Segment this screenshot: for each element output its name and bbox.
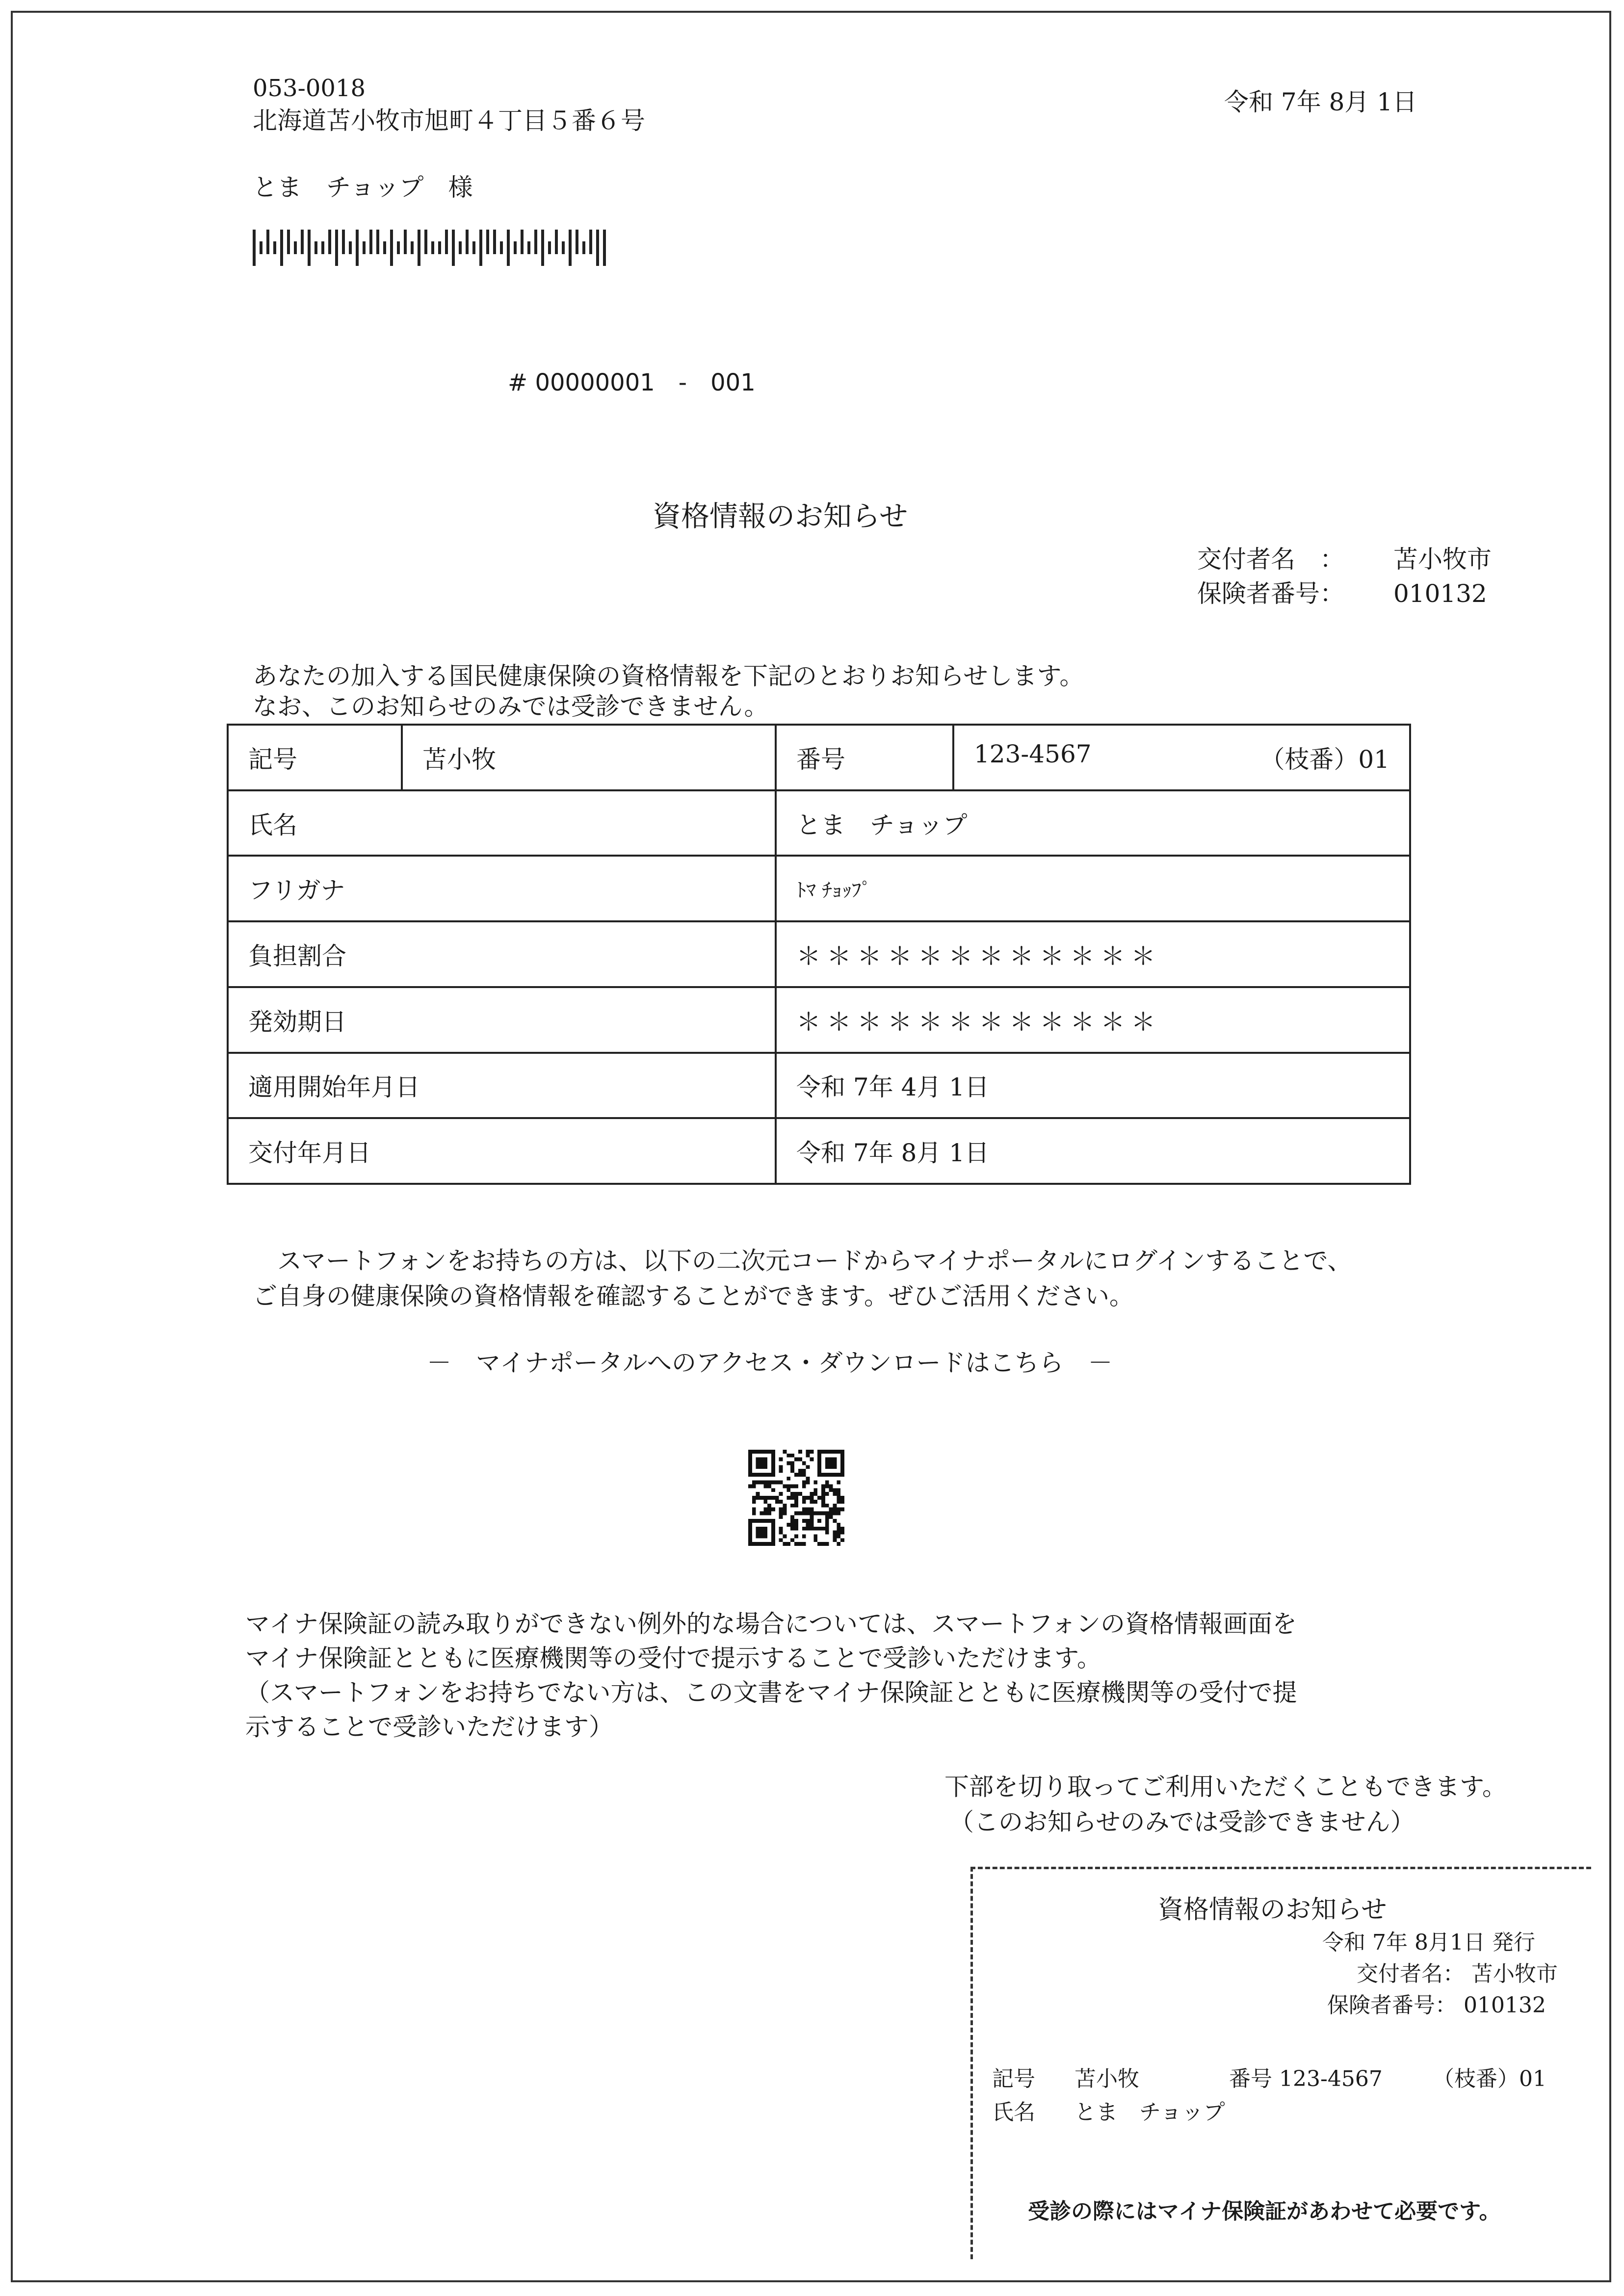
qr-module [752, 1496, 756, 1500]
table-row [228, 725, 1410, 790]
issuer-label: 交付者名 ： [1197, 545, 1344, 574]
qr-module [790, 1461, 794, 1465]
qr-module [779, 1500, 783, 1504]
qr-module [767, 1496, 771, 1500]
qualification-table [227, 724, 1411, 1185]
qr-module [786, 1542, 790, 1546]
portal-heading: － マイナポータルへのアクセス・ダウンロードはこちら － [427, 1349, 1113, 1377]
barcode-bar [356, 230, 359, 266]
qr-module [833, 1504, 837, 1508]
qr-module [825, 1542, 829, 1546]
barcode-bar [301, 230, 304, 254]
barcode-bar [390, 230, 393, 266]
table-row [228, 1118, 1410, 1184]
qr-module [756, 1496, 760, 1500]
qr-module [837, 1542, 840, 1546]
qr-module [837, 1492, 840, 1496]
qr-module [817, 1496, 821, 1500]
qr-module [794, 1542, 798, 1546]
qr-module [752, 1500, 756, 1504]
qr-module [763, 1481, 767, 1485]
qr-module [794, 1534, 798, 1538]
qr-module [829, 1485, 833, 1488]
qr-module [783, 1508, 787, 1512]
qr-module [798, 1473, 802, 1477]
qr-module [833, 1492, 837, 1496]
qr-module [806, 1481, 810, 1485]
qr-module [825, 1458, 837, 1469]
qr-module [813, 1492, 817, 1496]
qr-module [779, 1538, 783, 1542]
qr-module [821, 1504, 825, 1508]
qr-module [802, 1511, 806, 1515]
smartphone-note-line-2: ご自身の健康保険の資格情報を確認することができます。ぜひご活用ください。 [253, 1282, 1134, 1310]
barcode-bar [548, 241, 551, 254]
qr-module [786, 1477, 790, 1481]
barcode-bar [260, 241, 262, 254]
qr-module [810, 1496, 813, 1500]
qr-module [752, 1511, 756, 1515]
qr-module [802, 1527, 806, 1531]
barcode-bar [397, 241, 400, 254]
issue-date: 令和 7年 8月 1日 [1224, 88, 1417, 116]
qr-module [779, 1469, 783, 1473]
qr-module [786, 1496, 790, 1500]
qr-module [806, 1477, 810, 1481]
qr-module [825, 1504, 829, 1508]
qr-module [837, 1488, 840, 1492]
barcode-bar [603, 230, 606, 266]
qr-module [760, 1511, 764, 1515]
insurer-label: 保険者番号： [1197, 579, 1344, 608]
exception-note-line-3: （スマートフォンをお持ちでない方は、この文書をマイナ保険証とともに医療機関等の受付で提 [245, 1678, 1297, 1707]
qr-module [798, 1469, 802, 1473]
qr-module [837, 1500, 840, 1504]
qr-module [837, 1496, 840, 1500]
qr-module [825, 1531, 829, 1535]
barcode-bar [445, 230, 448, 254]
serial-number: # 00000001 - 001 [508, 369, 756, 396]
qr-module [802, 1461, 806, 1465]
qr-module [790, 1454, 794, 1458]
qr-module [752, 1485, 756, 1488]
qr-module [790, 1492, 794, 1496]
qr-module [752, 1508, 756, 1512]
barcode-bar [369, 230, 372, 254]
coupon-issued: 令和 7年 8月1日 発行 [1322, 1930, 1535, 1955]
qr-module [783, 1542, 787, 1546]
exception-note-line-1: マイナ保険証の読み取りができない例外的な場合については、スマートフォンの資格情報画面を [245, 1610, 1297, 1638]
postal-barcode [253, 230, 606, 266]
qr-module [833, 1519, 837, 1523]
qr-module [837, 1534, 840, 1538]
qr-module [840, 1508, 844, 1512]
barcode-bar [452, 230, 455, 266]
qr-module [837, 1511, 840, 1515]
qr-module [833, 1508, 837, 1512]
exception-note-line-4: 示することで受診いただけます） [245, 1713, 613, 1741]
coupon-title: 資格情報のお知らせ [1158, 1895, 1387, 1925]
qr-module [790, 1538, 794, 1542]
coupon-bango: 番号 123-4567 [1229, 2066, 1383, 2091]
row-value: ＊＊＊＊＊＊＊＊＊＊＊＊ [776, 921, 1410, 987]
barcode-bar [424, 230, 427, 254]
qr-module [783, 1485, 787, 1488]
qr-module [810, 1508, 813, 1512]
qr-module [833, 1531, 837, 1535]
qr-module [771, 1481, 775, 1485]
qr-module [779, 1481, 783, 1485]
row-value: 令和 7年 8月 1日 [776, 1118, 1410, 1184]
issuer-value: 苫小牧市 [1393, 545, 1492, 574]
table-row [228, 856, 1410, 921]
qr-module [829, 1508, 833, 1512]
qr-module [794, 1473, 798, 1477]
qr-module [794, 1485, 798, 1488]
qr-module [790, 1504, 794, 1508]
qr-module [794, 1527, 798, 1531]
qr-module [790, 1465, 794, 1469]
qr-module [794, 1500, 798, 1504]
table-row [228, 921, 1410, 987]
barcode-bar [404, 230, 407, 254]
bango-value: 123-4567 [974, 739, 1092, 768]
barcode-bar [411, 241, 414, 254]
qr-module [798, 1450, 802, 1454]
qr-module [790, 1485, 794, 1488]
qr-module [833, 1534, 837, 1538]
qr-module [775, 1500, 779, 1504]
row-value: とま チョップ [776, 790, 1410, 856]
qr-module [821, 1488, 825, 1492]
cutout-note-line-2: （このお知らせのみでは受診できません） [949, 1808, 1415, 1836]
table-row [228, 987, 1410, 1053]
kigo-value: 苫小牧 [402, 725, 776, 790]
barcode-bar [555, 230, 558, 254]
row-value: ＊＊＊＊＊＊＊＊＊＊＊＊ [776, 987, 1410, 1053]
barcode-bar [472, 241, 475, 254]
table-row [228, 790, 1410, 856]
qr-module [756, 1492, 760, 1496]
qr-module [829, 1511, 833, 1515]
intro-line-2: なお、このお知らせのみでは受診できません。 [253, 692, 769, 721]
barcode-bar [527, 241, 530, 254]
barcode-bar [328, 230, 331, 254]
bango-cell [953, 725, 1410, 790]
qr-module [802, 1485, 806, 1488]
coupon-kigo-value: 苫小牧 [1074, 2066, 1139, 2091]
barcode-bar [363, 241, 366, 254]
qr-module [783, 1450, 787, 1454]
qr-module [794, 1496, 798, 1500]
recipient-address: 北海道苫小牧市旭町４丁目５番６号 [253, 106, 645, 135]
barcode-bar [253, 230, 256, 266]
qr-module [821, 1496, 825, 1500]
qr-module [813, 1481, 817, 1485]
qr-module [802, 1469, 806, 1473]
qr-module [833, 1538, 837, 1542]
qr-module [763, 1508, 767, 1512]
qr-module [837, 1508, 840, 1512]
qr-module [802, 1534, 806, 1538]
barcode-bar [294, 241, 297, 254]
qr-module [837, 1481, 840, 1485]
qr-module [802, 1508, 806, 1512]
qr-module [794, 1511, 798, 1515]
qr-module [775, 1481, 779, 1485]
qr-module [767, 1504, 771, 1508]
qr-module [840, 1531, 844, 1535]
qr-module [786, 1485, 790, 1488]
barcode-bar [493, 230, 496, 254]
qr-module [767, 1481, 771, 1485]
row-label: 交付年月日 [228, 1118, 776, 1184]
row-label: 氏名 [228, 790, 776, 856]
qr-module [806, 1454, 810, 1458]
barcode-bar [562, 241, 565, 254]
qr-module [813, 1538, 817, 1542]
barcode-bar [418, 230, 420, 266]
qr-module [825, 1481, 829, 1485]
coupon-issuer: 交付者名： 苫小牧市 [1357, 1961, 1558, 1986]
row-label: 発効期日 [228, 987, 776, 1053]
barcode-bar [349, 241, 352, 254]
barcode-bar [308, 230, 311, 266]
row-value: ﾄﾏ ﾁｮｯﾌﾟ [776, 856, 1410, 921]
qr-module [840, 1527, 844, 1531]
barcode-bar [438, 241, 441, 254]
row-value: 令和 7年 4月 1日 [776, 1053, 1410, 1119]
barcode-bar [431, 241, 434, 254]
barcode-bar [321, 241, 324, 254]
qr-module [802, 1496, 806, 1500]
recipient-name: とま チョップ 様 [253, 173, 473, 202]
qr-module [763, 1500, 767, 1504]
barcode-bar [589, 230, 592, 254]
qr-module [756, 1458, 768, 1469]
qr-module [779, 1527, 783, 1531]
qr-module [779, 1508, 783, 1512]
barcode-bar [376, 230, 379, 254]
barcode-bar [534, 230, 537, 254]
qr-module [756, 1527, 768, 1539]
qr-module [806, 1496, 810, 1500]
qr-module [806, 1519, 810, 1523]
qr-module [771, 1508, 775, 1512]
qr-module [806, 1523, 810, 1527]
barcode-bar [335, 230, 338, 266]
qr-module [821, 1542, 825, 1546]
bango-label: 番号 [776, 725, 953, 790]
qr-module [798, 1511, 802, 1515]
qr-module [790, 1496, 794, 1500]
row-label: フリガナ [228, 856, 776, 921]
cutout-note-line-1: 下部を切り取ってご利用いただくこともできます。 [944, 1773, 1507, 1801]
qr-module [840, 1500, 844, 1504]
barcode-bar [342, 230, 345, 254]
qr-module [794, 1504, 798, 1508]
qr-module [798, 1492, 802, 1496]
row-label: 負担割合 [228, 921, 776, 987]
qr-module [752, 1481, 756, 1485]
qr-module [786, 1523, 790, 1527]
barcode-bar [596, 230, 599, 266]
barcode-bar [569, 230, 572, 266]
coupon-name-label: 氏名 [992, 2100, 1035, 2125]
qr-module [775, 1496, 779, 1500]
qr-module [786, 1461, 790, 1465]
qr-module [767, 1508, 771, 1512]
barcode-bar [287, 230, 290, 254]
qr-module [767, 1511, 771, 1515]
barcode-bar [383, 241, 386, 254]
qr-module [825, 1492, 829, 1496]
qr-module [806, 1511, 810, 1515]
barcode-bar [500, 241, 503, 254]
qr-module [813, 1500, 817, 1504]
barcode-bar [266, 230, 269, 254]
qr-module [760, 1481, 764, 1485]
qr-module [806, 1527, 810, 1531]
qr-code[interactable] [748, 1450, 844, 1546]
qr-module [810, 1492, 813, 1496]
barcode-bar [541, 230, 544, 266]
qr-module [802, 1473, 806, 1477]
qr-module [802, 1500, 806, 1504]
qr-module [802, 1481, 806, 1485]
barcode-bar [479, 230, 482, 266]
qr-module [779, 1531, 783, 1535]
qr-module [786, 1488, 790, 1492]
qr-module [790, 1527, 794, 1531]
qr-module [840, 1538, 844, 1542]
coupon-name-value: とま チョップ [1074, 2100, 1225, 2125]
barcode-bar [466, 230, 469, 254]
qr-module [794, 1523, 798, 1527]
qr-module [833, 1511, 837, 1515]
barcode-bar [507, 230, 510, 266]
qr-module [810, 1500, 813, 1504]
qr-module [790, 1523, 794, 1527]
barcode-bar [486, 230, 489, 254]
qr-module [756, 1481, 760, 1485]
qr-module [821, 1485, 825, 1488]
intro-line-1: あなたの加入する国民健康保険の資格情報を下記のとおりお知らせします。 [253, 662, 1084, 690]
qr-module [837, 1531, 840, 1535]
barcode-bar [582, 241, 585, 254]
barcode-bar [514, 241, 517, 254]
qr-module [821, 1500, 825, 1504]
qr-module [798, 1542, 802, 1546]
edaban-value: （枝番）01 [1260, 745, 1389, 774]
qr-module [810, 1458, 813, 1461]
qr-module [833, 1488, 837, 1492]
qr-module [779, 1511, 783, 1515]
coupon-edaban: （枝番）01 [1433, 2066, 1546, 2091]
coupon-insurer: 保険者番号： 010132 [1327, 1993, 1546, 2018]
qr-module [783, 1511, 787, 1515]
qr-module [810, 1450, 813, 1454]
qr-module [840, 1496, 844, 1500]
qr-module [763, 1511, 767, 1515]
coupon-footer: 受診の際にはマイナ保険証があわせて必要です。 [1028, 2199, 1501, 2224]
qr-module [779, 1465, 783, 1469]
qr-module [783, 1534, 787, 1538]
qr-module [771, 1496, 775, 1500]
insurer-value: 010132 [1393, 579, 1487, 608]
coupon-kigo-label: 記号 [992, 2066, 1035, 2091]
qr-module [783, 1504, 787, 1508]
qr-module [794, 1458, 798, 1461]
table-row [228, 1053, 1410, 1119]
smartphone-note-line-1: スマートフォンをお持ちの方は、以下の二次元コードからマイナポータルにログインすることで、 [253, 1247, 1352, 1275]
qr-module [794, 1492, 798, 1496]
qr-module [837, 1523, 840, 1527]
qr-module [779, 1458, 783, 1461]
qr-module [786, 1454, 790, 1458]
qr-module [790, 1515, 794, 1519]
qr-module [829, 1515, 833, 1519]
barcode-bar [576, 230, 578, 254]
qr-module [802, 1542, 806, 1546]
qr-module [779, 1515, 783, 1519]
barcode-bar [314, 241, 317, 254]
qr-module [790, 1469, 794, 1473]
qr-module [767, 1485, 771, 1488]
qr-module [806, 1465, 810, 1469]
kigo-label: 記号 [228, 725, 402, 790]
barcode-bar [521, 230, 524, 254]
qr-module [837, 1527, 840, 1531]
qr-module [760, 1496, 764, 1500]
postal-code: 053-0018 [253, 75, 366, 102]
qr-module [806, 1450, 810, 1454]
qr-module [763, 1485, 767, 1488]
qr-module [790, 1519, 794, 1523]
qr-module [806, 1508, 810, 1512]
barcode-bar [273, 241, 276, 254]
qr-module [817, 1542, 821, 1546]
row-label: 適用開始年月日 [228, 1053, 776, 1119]
qr-module [763, 1496, 767, 1500]
qr-module [813, 1534, 817, 1538]
qr-module [798, 1458, 802, 1461]
document-title: 資格情報のお知らせ [653, 499, 908, 533]
barcode-bar [459, 241, 462, 254]
qr-module [748, 1485, 752, 1488]
qr-module [802, 1519, 806, 1523]
qr-module [821, 1492, 825, 1496]
barcode-bar [280, 230, 283, 266]
qr-module [794, 1519, 798, 1523]
qr-module [817, 1519, 821, 1523]
qr-module [779, 1492, 783, 1496]
qr-module [771, 1488, 775, 1492]
qr-module [825, 1485, 829, 1488]
exception-note-line-2: マイナ保険証とともに医療機関等の受付で提示することで受診いただけます。 [245, 1644, 1101, 1672]
qr-module [813, 1488, 817, 1492]
qr-module [829, 1488, 833, 1492]
